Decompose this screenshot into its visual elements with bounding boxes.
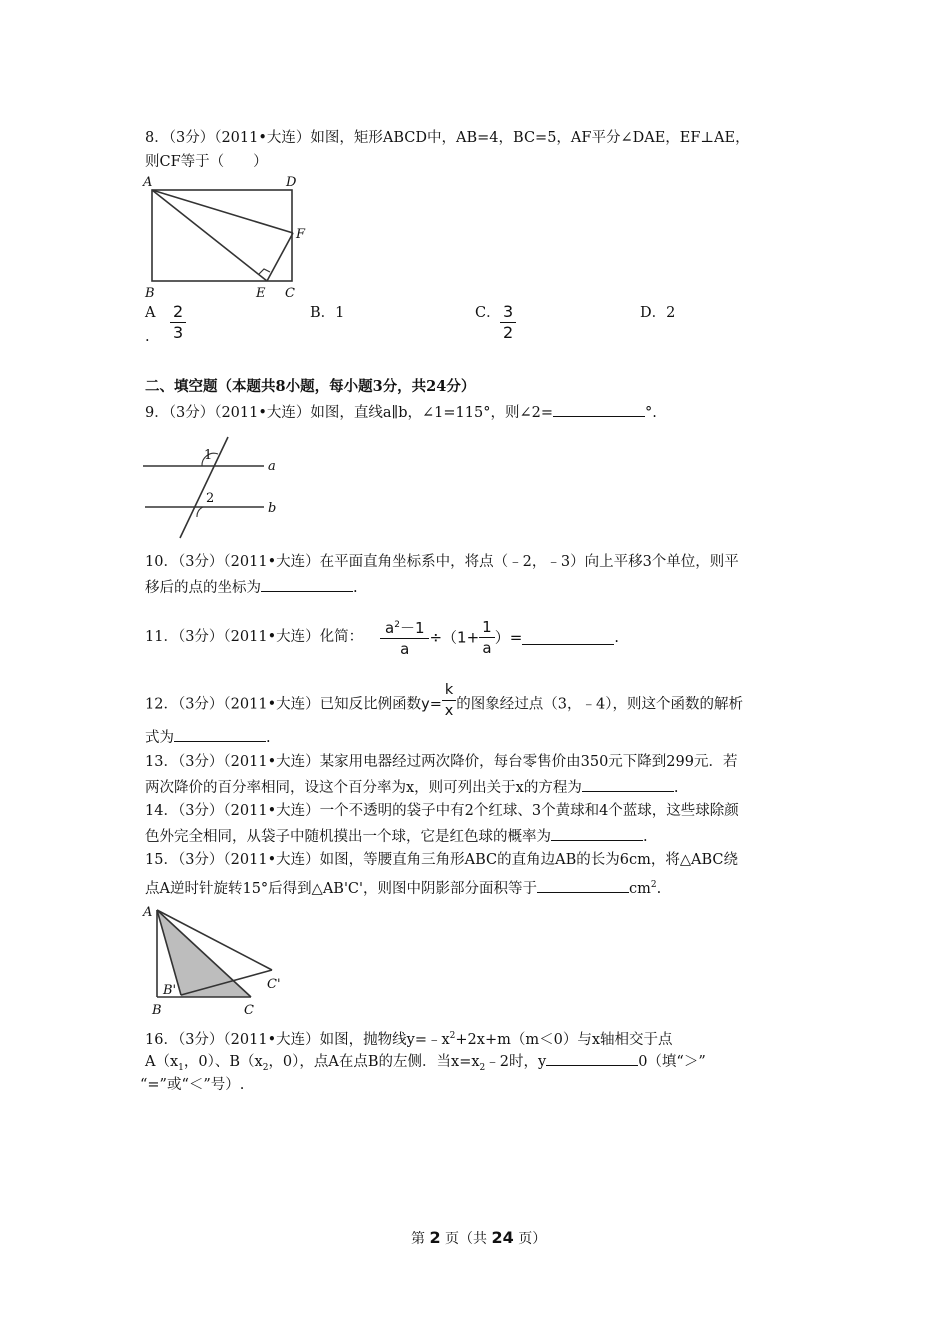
q16-l2-sub1: 1	[178, 1062, 184, 1073]
q12-line2-before: 式为	[145, 730, 174, 746]
segment-ef	[267, 233, 293, 281]
q16-line2	[145, 1051, 706, 1078]
angle2-arc	[197, 507, 203, 517]
q11-divide: ÷（1+	[429, 628, 480, 647]
q8-a-denominator: 3	[173, 323, 184, 342]
q16-l1-exp: 2	[449, 1031, 456, 1041]
q15-unit-exp: 2	[650, 880, 657, 890]
q16-l2-a: A（x	[145, 1054, 179, 1070]
line-a-label: a	[268, 459, 276, 474]
q12-line2-after: .	[266, 730, 271, 746]
q13-line1: 13．（3分）（2011•大连）某家用电器经过两次降价，每台零售价由350元下降到299元．若	[145, 754, 738, 770]
q14-line2	[145, 826, 648, 847]
q12-func-lhs: y=	[421, 696, 442, 713]
q11-frac2-numerator: 1	[479, 617, 495, 638]
label-c-prime: C'	[267, 977, 281, 992]
q14-line2-before: 色外完全相同，从袋子中随机摸出一个球，它是红色球的概率为	[145, 829, 551, 845]
q12-line1	[145, 682, 743, 721]
label-f: F	[296, 227, 306, 242]
q15-line2	[145, 875, 661, 899]
q9-answer-blank[interactable]	[553, 402, 645, 417]
q15-rotated-triangle-figure	[140, 900, 290, 1020]
footer-pre: 第	[411, 1231, 425, 1247]
q13-line2	[145, 777, 678, 798]
q16-l2-d: ﹣2时，y	[485, 1054, 547, 1070]
q16-l2-sub3: 2	[479, 1062, 486, 1073]
label-a: A	[143, 175, 153, 190]
q16-l2-e: 0（填“＞”	[638, 1054, 706, 1070]
q12-func-numerator: k	[442, 680, 456, 701]
q12-line2	[145, 727, 271, 748]
q8-rectangle-figure	[140, 170, 315, 302]
q8-option-c-label: C．	[475, 305, 501, 321]
q9-text	[145, 402, 657, 423]
q13-line2-before: 两次降价的百分率相同，设这个百分率为x，则可列出关于x的方程为	[145, 780, 582, 796]
q8-line2: 则CF等于（ ）	[145, 154, 268, 170]
angle2-label: 2	[206, 491, 215, 506]
label-e: E	[256, 286, 266, 301]
q13-answer-blank[interactable]	[582, 777, 674, 792]
rect-abcd	[152, 190, 292, 281]
q11-num-rest: －1	[399, 619, 425, 637]
q8-line1: 8．（3分）（2011•大连）如图，矩形ABCD中，AB=4，BC=5，AF平分∠DAE，EF⊥AE，	[145, 130, 750, 146]
segment-ae	[152, 190, 267, 281]
q11-num-base: a	[385, 619, 395, 637]
q11-frac1-numerator	[380, 615, 429, 639]
q10-line2	[145, 577, 358, 598]
q15-line1: 15．（3分）（2011•大连）如图，等腰直角三角形ABC的直角边AB的长为6cm，将△ABC绕	[145, 852, 738, 868]
q11-answer-blank[interactable]	[522, 630, 614, 645]
page-footer	[411, 1228, 546, 1248]
q16-l2-c: ，0），点A在点B的左侧．当x=x	[268, 1054, 480, 1070]
q10-line1: 10．（3分）（2011•大连）在平面直角坐标系中，将点（﹣2，﹣3）向上平移3个单位，则平	[145, 554, 739, 570]
q12-suffix: 的图象经过点（3，﹣4），则这个函数的解析	[456, 696, 743, 713]
q16-l2-b: ，0）、B（x	[183, 1054, 263, 1070]
q8-option-c-fraction	[500, 302, 516, 343]
q16-answer-blank[interactable]	[546, 1051, 638, 1066]
segment-af	[152, 190, 293, 233]
q16-l1-b: +2x+m（m＜0）与x轴相交于点	[455, 1031, 673, 1048]
q9-parallel-lines-figure	[140, 432, 285, 542]
q12-func-denominator: x	[444, 703, 454, 719]
q12-prefix: 12．（3分）（2011•大连）已知反比例函数	[145, 696, 422, 713]
q14-line1: 14．（3分）（2011•大连）一个不透明的袋子中有2个红球、3个黄球和4个蓝球，这些球除颜	[145, 803, 739, 819]
q15-unit: cm	[629, 880, 651, 897]
line-b-label: b	[268, 501, 277, 516]
q10-answer-blank[interactable]	[261, 577, 353, 592]
q8-option-a-label: A	[145, 305, 156, 321]
label-b: B	[152, 1003, 162, 1018]
q15-line2-before: 点A逆时针旋转15°后得到△AB'C'，则图中阴影部分面积等于	[145, 880, 538, 897]
q11-frac2-denominator: a	[482, 638, 492, 657]
label-d: D	[286, 175, 297, 190]
label-b-prime: B'	[163, 983, 177, 998]
q16-line3: “=”或“＜”号）.	[140, 1077, 245, 1093]
q8-option-a-dot: .	[145, 329, 150, 345]
q8-a-numerator: 2	[170, 302, 186, 323]
q9-text-before: 9．（3分）（2011•大连）如图，直线a∥b，∠1=115°，则∠2=	[145, 405, 554, 421]
angle1-label: 1	[204, 448, 213, 463]
footer-post: 页）	[518, 1231, 547, 1247]
q11-close: ）=	[494, 628, 523, 647]
q12-answer-blank[interactable]	[174, 727, 266, 742]
q16-l1-a: 16．（3分）（2011•大连）如图，抛物线y=﹣x	[145, 1031, 450, 1048]
q8-option-a-fraction	[170, 302, 186, 343]
right-angle-mark	[259, 269, 270, 274]
q16-line1	[145, 1026, 673, 1050]
q11-after: .	[614, 628, 620, 646]
footer-mid: 页（共	[445, 1231, 488, 1247]
q8-c-denominator: 2	[503, 323, 514, 342]
label-a: A	[143, 905, 153, 920]
q8-option-b: B．1	[310, 305, 345, 321]
footer-page-number: 2	[429, 1228, 441, 1247]
q16-l2-sub2: 2	[262, 1062, 269, 1073]
label-c: C	[244, 1003, 254, 1018]
q14-line2-after: .	[643, 829, 648, 845]
q15-line2-after: .	[656, 880, 662, 897]
q10-line2-after: .	[353, 580, 358, 596]
q15-answer-blank[interactable]	[537, 878, 629, 893]
q11-prefix: 11．（3分）（2011•大连）化简：	[145, 629, 364, 645]
q11-expression	[380, 615, 619, 659]
q11-frac1-denominator: a	[400, 640, 410, 658]
label-b: B	[145, 286, 155, 301]
section-heading: 二、填空题（本题共8小题，每小题3分，共24分）	[145, 378, 476, 395]
q8-option-d: D．2	[640, 305, 676, 321]
label-c: C	[285, 286, 295, 301]
q13-line2-after: .	[673, 780, 679, 796]
q8-c-numerator: 3	[500, 302, 516, 323]
q9-text-after: °.	[645, 405, 657, 421]
q14-answer-blank[interactable]	[551, 826, 643, 841]
q11-num-exp: 2	[394, 620, 400, 630]
footer-total-pages: 24	[491, 1228, 514, 1247]
q10-line2-before: 移后的点的坐标为	[145, 580, 261, 596]
